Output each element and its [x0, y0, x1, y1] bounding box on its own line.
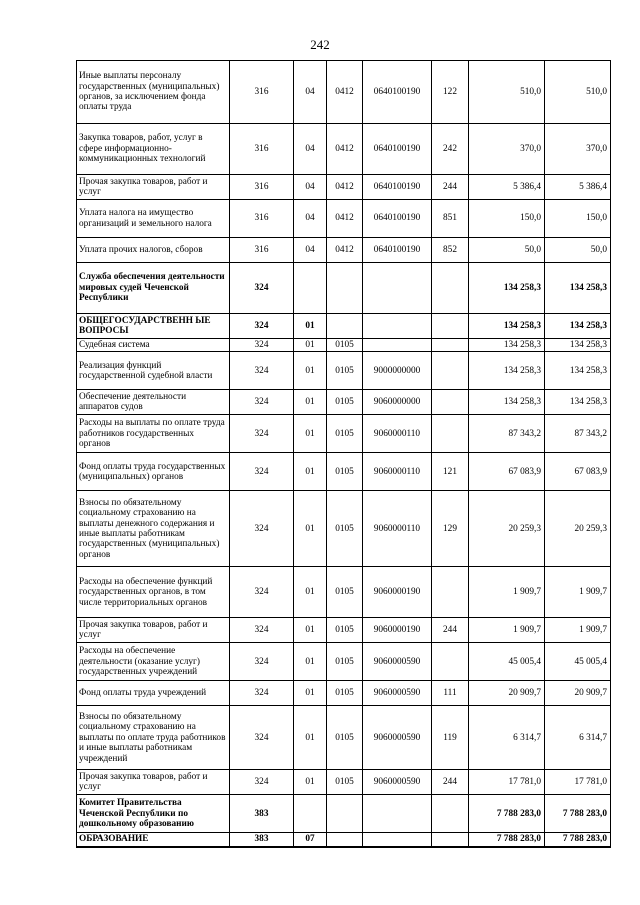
row-section-code: [294, 263, 327, 314]
table-row: [77, 833, 611, 847]
row-sum-2: 17 781,0: [545, 770, 611, 795]
row-target-article: [363, 795, 432, 833]
row-sum-2: 370,0: [545, 124, 611, 175]
row-target-article: 9060000590: [363, 770, 432, 795]
table-row: [77, 390, 611, 415]
row-target-article: 9060000110: [363, 415, 432, 453]
row-section-code: 01: [294, 681, 327, 706]
row-sum-1: 134 258,3: [469, 339, 545, 352]
row-expense-type: [432, 833, 469, 847]
row-expense-type: 852: [432, 238, 469, 263]
row-sum-2: 1 909,7: [545, 618, 611, 643]
row-target-article: 9060000000: [363, 390, 432, 415]
table-row: [77, 795, 611, 833]
row-ved-code: 324: [230, 263, 294, 314]
row-sum-2: 510,0: [545, 61, 611, 124]
row-sum-2: 1 909,7: [545, 567, 611, 618]
row-subsection-code: 0412: [327, 175, 363, 200]
table-row: [77, 263, 611, 314]
row-sum-2: 7 788 283,0: [545, 795, 611, 833]
row-sum-1: 20 909,7: [469, 681, 545, 706]
row-target-article: 9060000110: [363, 491, 432, 567]
row-sum-1: 134 258,3: [469, 352, 545, 390]
row-sum-2: 50,0: [545, 238, 611, 263]
row-ved-code: 316: [230, 61, 294, 124]
row-name: Расходы на обеспечение деятельности (оказание услуг) государственных учреждений: [77, 643, 230, 681]
row-name: ОБРАЗОВАНИЕ: [77, 833, 230, 847]
row-target-article: 9060000590: [363, 706, 432, 770]
row-sum-1: 45 005,4: [469, 643, 545, 681]
row-expense-type: 244: [432, 618, 469, 643]
table-row: [77, 415, 611, 453]
row-name: Уплата налога на имущество организаций и земельного налога: [77, 200, 230, 238]
row-expense-type: 242: [432, 124, 469, 175]
table-row: [77, 643, 611, 681]
row-sum-1: 1 909,7: [469, 567, 545, 618]
row-target-article: 0640100190: [363, 124, 432, 175]
row-target-article: [363, 263, 432, 314]
row-sum-2: 45 005,4: [545, 643, 611, 681]
row-ved-code: 316: [230, 124, 294, 175]
row-section-code: 01: [294, 453, 327, 491]
row-ved-code: 324: [230, 453, 294, 491]
row-subsection-code: 0105: [327, 681, 363, 706]
row-subsection-code: 0105: [327, 415, 363, 453]
row-expense-type: [432, 263, 469, 314]
row-section-code: 04: [294, 200, 327, 238]
row-subsection-code: 0105: [327, 618, 363, 643]
row-section-code: 04: [294, 238, 327, 263]
row-target-article: [363, 339, 432, 352]
row-target-article: [363, 314, 432, 339]
row-ved-code: 324: [230, 770, 294, 795]
row-ved-code: 324: [230, 415, 294, 453]
row-section-code: 01: [294, 567, 327, 618]
row-target-article: 9060000190: [363, 567, 432, 618]
row-name: Закупка товаров, работ, услуг в сфере информационно-коммуникационных технологий: [77, 124, 230, 175]
row-target-article: [363, 833, 432, 847]
row-sum-2: 134 258,3: [545, 263, 611, 314]
row-sum-2: 87 343,2: [545, 415, 611, 453]
row-sum-1: 67 083,9: [469, 453, 545, 491]
row-subsection-code: 0105: [327, 491, 363, 567]
row-target-article: 0640100190: [363, 175, 432, 200]
row-ved-code: 324: [230, 390, 294, 415]
row-section-code: 01: [294, 618, 327, 643]
row-ved-code: 316: [230, 175, 294, 200]
row-section-code: 01: [294, 643, 327, 681]
row-sum-1: 87 343,2: [469, 415, 545, 453]
row-target-article: 9060000190: [363, 618, 432, 643]
row-name: Расходы на выплаты по оплате труда работников государственных органов: [77, 415, 230, 453]
table-row: [77, 618, 611, 643]
row-name: Взносы по обязательному социальному страхованию на выплаты по оплате труда работников и иные выплаты работникам учреждений: [77, 706, 230, 770]
row-name: Служба обеспечения деятельности мировых судей Чеченской Республики: [77, 263, 230, 314]
row-sum-1: 5 386,4: [469, 175, 545, 200]
row-section-code: 01: [294, 339, 327, 352]
row-ved-code: 324: [230, 491, 294, 567]
row-sum-2: 134 258,3: [545, 314, 611, 339]
table-row: [77, 706, 611, 770]
row-target-article: 0640100190: [363, 238, 432, 263]
row-subsection-code: [327, 833, 363, 847]
table-row: [77, 200, 611, 238]
row-target-article: 9060000110: [363, 453, 432, 491]
row-sum-2: 20 909,7: [545, 681, 611, 706]
table-row: [77, 124, 611, 175]
row-subsection-code: [327, 314, 363, 339]
row-name: Прочая закупка товаров, работ и услуг: [77, 175, 230, 200]
row-name: Прочая закупка товаров, работ и услуг: [77, 618, 230, 643]
row-ved-code: 316: [230, 200, 294, 238]
row-section-code: 01: [294, 314, 327, 339]
row-expense-type: 244: [432, 770, 469, 795]
row-section-code: 01: [294, 352, 327, 390]
table-row: [77, 770, 611, 795]
row-name: Обеспечение деятельности аппаратов судов: [77, 390, 230, 415]
row-name: Прочая закупка товаров, работ и услуг: [77, 770, 230, 795]
row-sum-2: 150,0: [545, 200, 611, 238]
row-sum-2: 6 314,7: [545, 706, 611, 770]
row-target-article: 9060000590: [363, 643, 432, 681]
budget-table: [76, 60, 611, 848]
row-sum-1: 50,0: [469, 238, 545, 263]
row-subsection-code: 0412: [327, 238, 363, 263]
row-expense-type: [432, 643, 469, 681]
row-subsection-code: [327, 263, 363, 314]
row-ved-code: 324: [230, 314, 294, 339]
row-expense-type: 122: [432, 61, 469, 124]
row-subsection-code: 0412: [327, 200, 363, 238]
row-ved-code: 324: [230, 706, 294, 770]
row-sum-2: 5 386,4: [545, 175, 611, 200]
row-sum-1: 150,0: [469, 200, 545, 238]
row-subsection-code: 0105: [327, 706, 363, 770]
row-expense-type: [432, 415, 469, 453]
row-expense-type: 129: [432, 491, 469, 567]
row-name: ОБЩЕГОСУДАРСТВЕНН ЫЕ ВОПРОСЫ: [77, 314, 230, 339]
table-row: [77, 352, 611, 390]
row-name: Уплата прочих налогов, сборов: [77, 238, 230, 263]
row-name: Фонд оплаты труда учреждений: [77, 681, 230, 706]
row-section-code: 07: [294, 833, 327, 847]
table-body: [77, 61, 611, 847]
row-sum-1: 134 258,3: [469, 314, 545, 339]
row-expense-type: [432, 339, 469, 352]
row-section-code: 04: [294, 124, 327, 175]
row-section-code: [294, 795, 327, 833]
row-expense-type: [432, 352, 469, 390]
table-row: [77, 175, 611, 200]
row-expense-type: [432, 390, 469, 415]
row-section-code: 01: [294, 415, 327, 453]
row-sum-2: 134 258,3: [545, 390, 611, 415]
row-subsection-code: 0105: [327, 567, 363, 618]
table-row: [77, 339, 611, 352]
row-expense-type: 111: [432, 681, 469, 706]
table-row: [77, 61, 611, 124]
row-section-code: 01: [294, 390, 327, 415]
row-sum-1: 6 314,7: [469, 706, 545, 770]
row-section-code: 01: [294, 770, 327, 795]
row-sum-1: 7 788 283,0: [469, 833, 545, 847]
row-sum-1: 134 258,3: [469, 390, 545, 415]
row-subsection-code: 0105: [327, 453, 363, 491]
row-sum-1: 134 258,3: [469, 263, 545, 314]
row-target-article: 0640100190: [363, 200, 432, 238]
row-name: Иные выплаты персоналу государственных (муниципальных) органов, за исключением фонда оплаты труда: [77, 61, 230, 124]
row-ved-code: 383: [230, 795, 294, 833]
row-subsection-code: 0105: [327, 770, 363, 795]
row-name: Взносы по обязательному социальному страхованию на выплаты денежного содержания и иные выплаты работникам государственных (муниципальных) органов: [77, 491, 230, 567]
row-expense-type: 851: [432, 200, 469, 238]
row-ved-code: 324: [230, 352, 294, 390]
row-name: Судебная система: [77, 339, 230, 352]
table-row: [77, 238, 611, 263]
row-ved-code: 316: [230, 238, 294, 263]
row-subsection-code: 0105: [327, 352, 363, 390]
row-sum-2: 134 258,3: [545, 352, 611, 390]
row-expense-type: 119: [432, 706, 469, 770]
row-sum-2: 67 083,9: [545, 453, 611, 491]
row-target-article: 9060000590: [363, 681, 432, 706]
row-name: Фонд оплаты труда государственных (муниципальных) органов: [77, 453, 230, 491]
row-sum-1: 17 781,0: [469, 770, 545, 795]
row-subsection-code: 0105: [327, 390, 363, 415]
table-row: [77, 491, 611, 567]
row-expense-type: [432, 314, 469, 339]
row-name: Расходы на обеспечение функций государственных органов, в том числе территориальных органов: [77, 567, 230, 618]
row-subsection-code: 0105: [327, 643, 363, 681]
row-expense-type: 121: [432, 453, 469, 491]
row-sum-2: 7 788 283,0: [545, 833, 611, 847]
row-sum-1: 370,0: [469, 124, 545, 175]
row-ved-code: 383: [230, 833, 294, 847]
row-sum-2: 134 258,3: [545, 339, 611, 352]
row-name: Реализация функций государственной судебной власти: [77, 352, 230, 390]
row-target-article: 0640100190: [363, 61, 432, 124]
table-row: [77, 567, 611, 618]
page-number: 242: [310, 37, 330, 52]
row-subsection-code: 0105: [327, 339, 363, 352]
row-section-code: 04: [294, 175, 327, 200]
row-sum-1: 1 909,7: [469, 618, 545, 643]
row-sum-1: 20 259,3: [469, 491, 545, 567]
row-expense-type: [432, 567, 469, 618]
row-subsection-code: 0412: [327, 124, 363, 175]
table-row: [77, 681, 611, 706]
row-ved-code: 324: [230, 643, 294, 681]
table-row: [77, 453, 611, 491]
row-subsection-code: [327, 795, 363, 833]
row-target-article: 9000000000: [363, 352, 432, 390]
row-ved-code: 324: [230, 618, 294, 643]
row-sum-1: 7 788 283,0: [469, 795, 545, 833]
row-ved-code: 324: [230, 339, 294, 352]
row-ved-code: 324: [230, 681, 294, 706]
row-sum-1: 510,0: [469, 61, 545, 124]
table-row: [77, 314, 611, 339]
row-section-code: 01: [294, 706, 327, 770]
row-section-code: 01: [294, 491, 327, 567]
row-expense-type: [432, 795, 469, 833]
row-name: Комитет Правительства Чеченской Республики по дошкольному образованию: [77, 795, 230, 833]
row-subsection-code: 0412: [327, 61, 363, 124]
row-sum-2: 20 259,3: [545, 491, 611, 567]
row-expense-type: 244: [432, 175, 469, 200]
row-section-code: 04: [294, 61, 327, 124]
row-ved-code: 324: [230, 567, 294, 618]
